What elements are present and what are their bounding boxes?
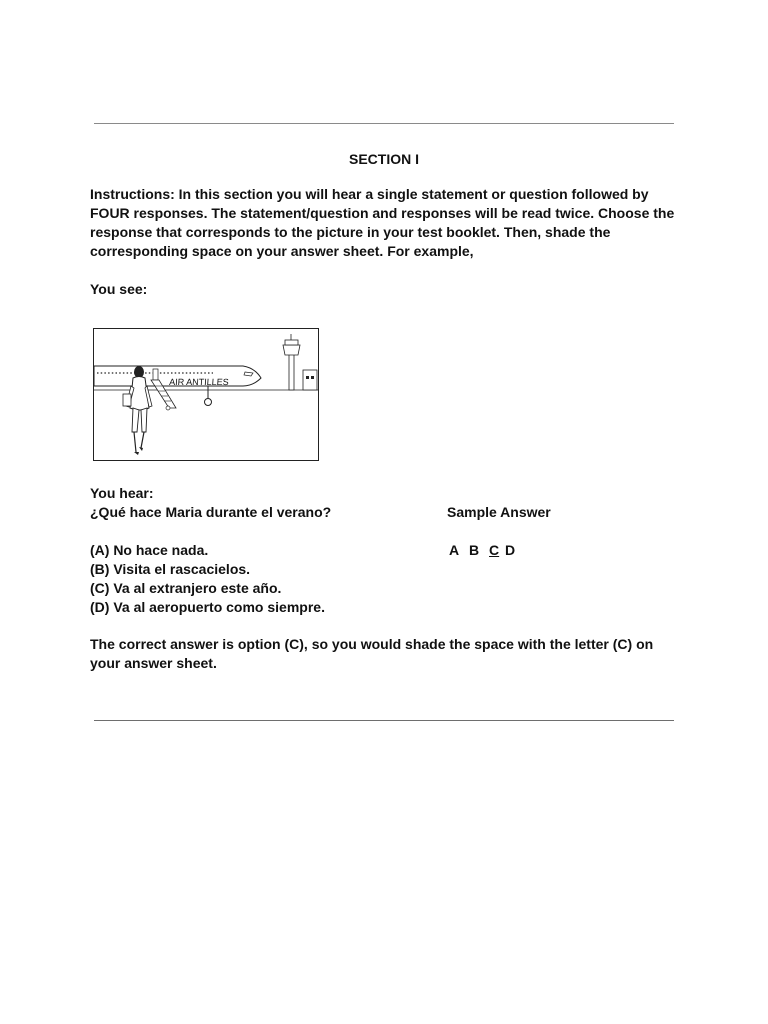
answer-letter-b: B	[469, 542, 480, 558]
instructions-line: corresponding space on your answer sheet. For example,	[90, 243, 474, 259]
conclusion-line: your answer sheet.	[90, 655, 217, 671]
bottom-divider	[94, 720, 674, 721]
instructions-line: FOUR responses. The statement/question and responses will be read twice. Choose the	[90, 205, 675, 221]
option-c: (C) Va al extranjero este año.	[90, 580, 282, 596]
you-hear-label: You hear:	[90, 485, 154, 501]
answer-options	[90, 541, 325, 617]
conclusion-paragraph	[90, 635, 653, 673]
plane-livery-text: AIR ANTILLES	[168, 377, 230, 387]
option-a: (A) No hace nada.	[90, 542, 209, 558]
you-see-label: You see:	[90, 281, 148, 297]
sample-answer-label: Sample Answer	[447, 504, 551, 520]
answer-letter-c-selected: C	[489, 542, 500, 558]
answer-letter-d: D	[505, 542, 516, 558]
instructions-line: Instructions: In this section you will hear a single statement or question followed by	[90, 186, 649, 202]
instructions-paragraph	[90, 185, 674, 261]
section-title: SECTION I	[348, 151, 419, 167]
sample-answer-letters	[449, 541, 521, 560]
instructions-line: response that corresponds to the picture in your test booklet. Then, shade the	[90, 224, 611, 240]
conclusion-line: The correct answer is option (C), so you would shade the space with the letter (C) on	[90, 636, 654, 652]
airport-illustration	[93, 328, 319, 461]
option-d: (D) Va al aeropuerto como siempre.	[90, 599, 325, 615]
option-b: (B) Visita el rascacielos.	[90, 561, 251, 577]
top-divider	[94, 123, 674, 124]
question-text: ¿Qué hace Maria durante el verano?	[90, 504, 332, 520]
answer-letter-a: A	[449, 542, 460, 558]
